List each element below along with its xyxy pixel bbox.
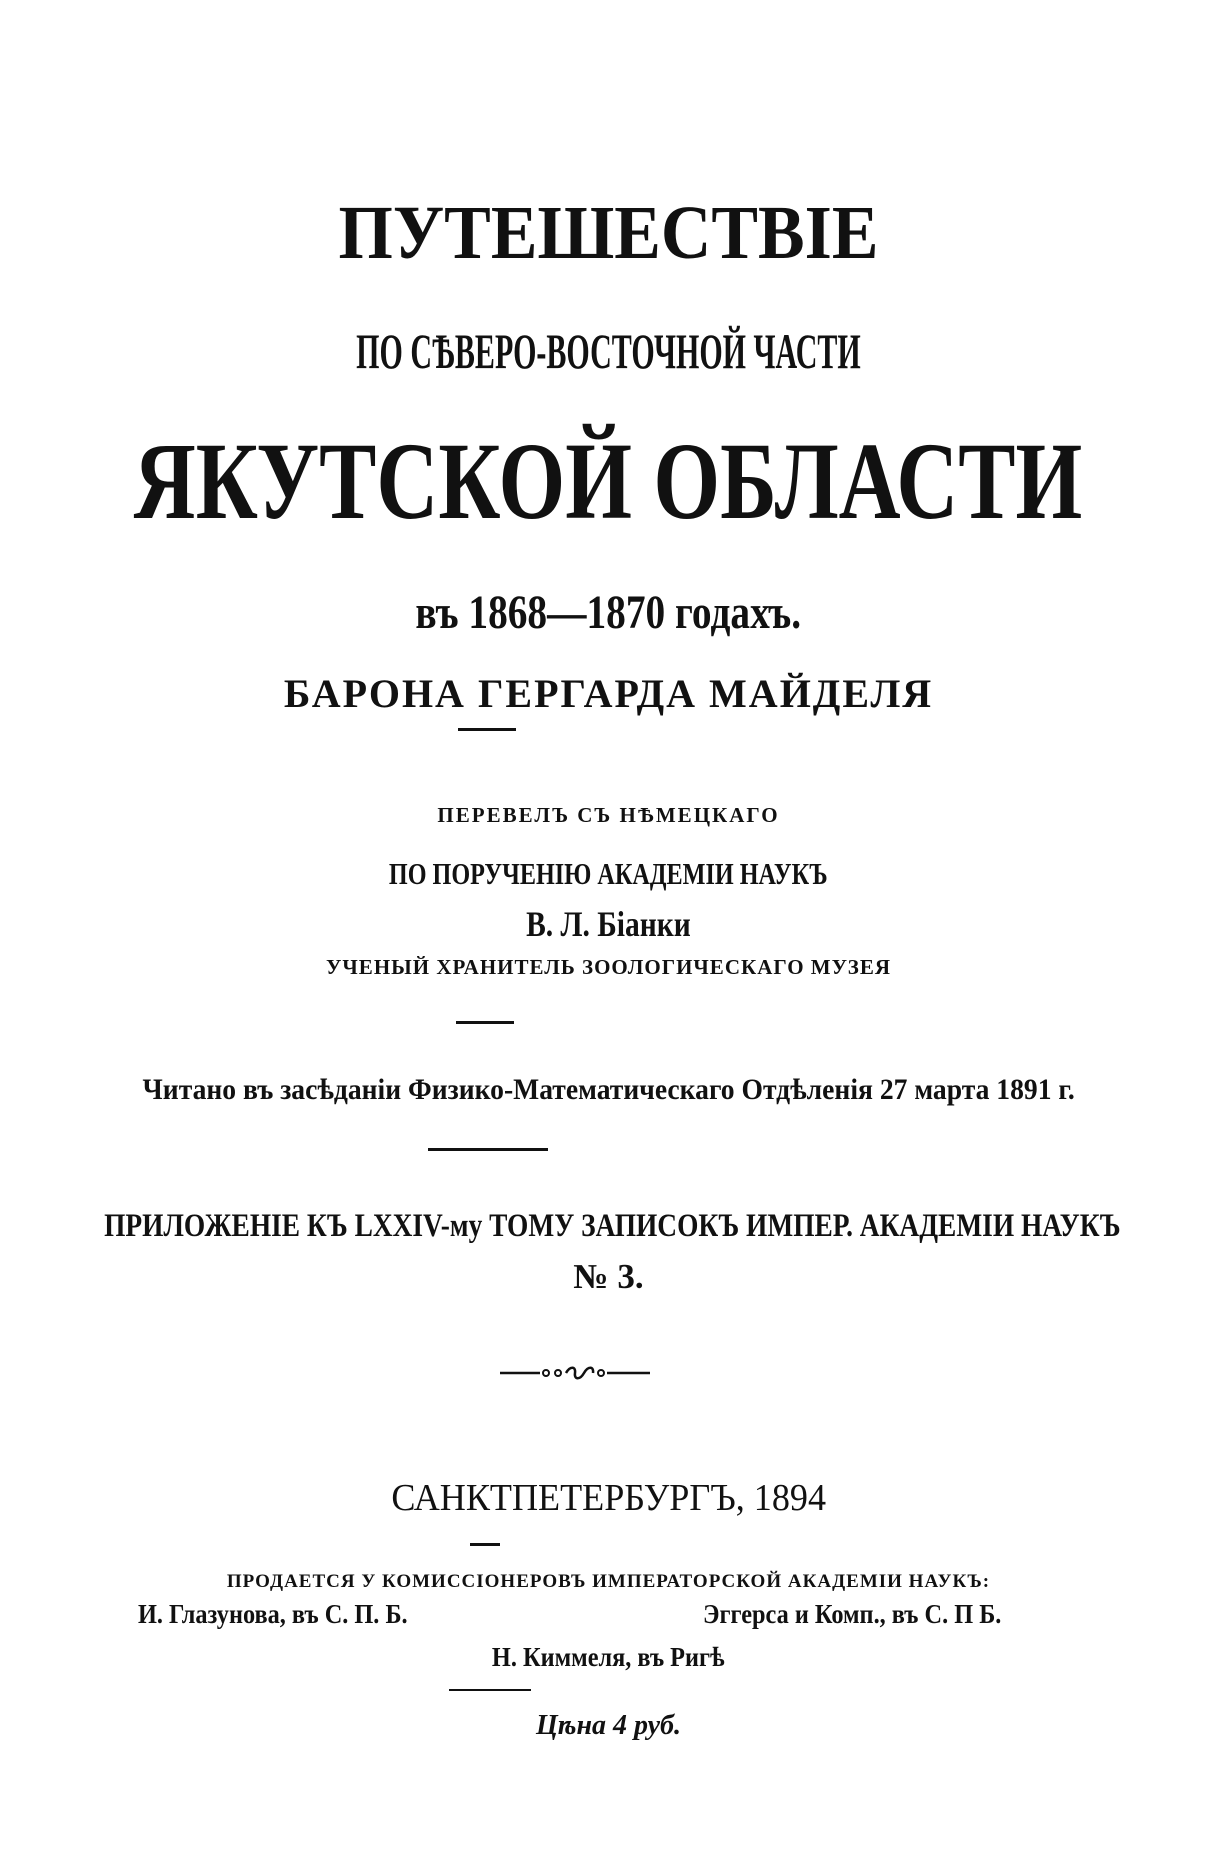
reading-note — [0, 1073, 1217, 1107]
translator-position: УЧЕНЫЙ ХРАНИТЕЛЬ ЗООЛОГИЧЕСКАГО МУЗЕЯ — [325, 955, 892, 979]
book-title-years-text: въ 1868—1870 годахъ. — [415, 586, 802, 639]
ornament-dot — [555, 1370, 561, 1376]
translation-line2 — [0, 856, 1217, 892]
divider-rule — [428, 1148, 548, 1151]
seller-right — [703, 1599, 1035, 1630]
supplement-text: ПРИЛОЖЕНІЕ КЪ LXXIV-му ТОМУ ЗАПИСОКЪ ИМПЕР. АКАДЕМІИ НАУКЪ — [104, 1208, 1121, 1244]
book-title-word: ПУТЕШЕСТВІЕ — [338, 191, 879, 275]
ornament-divider — [500, 1364, 650, 1382]
book-title-line2 — [0, 322, 1217, 380]
seller-right-text: Эггерса и Комп., въ С. П Б. — [703, 1599, 1002, 1629]
ornament-dot — [543, 1370, 549, 1376]
book-title-line1 — [0, 190, 1217, 277]
divider-rule — [470, 1543, 500, 1546]
translator-name — [0, 903, 1217, 945]
seller-left-text: И. Глазунова, въ С. П. Б. — [138, 1599, 408, 1629]
divider-rule — [456, 1021, 514, 1024]
supplement-line — [0, 1208, 1217, 1245]
imprint-place-year-text: САНКТПЕТЕРБУРГЪ, 1894 — [391, 1477, 826, 1519]
translator-name-text: В. Л. Біанки — [526, 904, 691, 944]
translation-line2-text: ПО ПОРУЧЕНІЮ АКАДЕМІИ НАУКЪ — [389, 856, 828, 891]
imprint-place-year — [0, 1476, 1217, 1520]
book-title-years — [0, 585, 1217, 640]
ornament-dot — [598, 1370, 604, 1376]
author-line: БАРОНА ГЕРГАРДА МАЙДЕЛЯ — [283, 671, 934, 716]
seller-center — [0, 1642, 1217, 1673]
translation-line1: ПЕРЕВЕЛЪ СЪ НѢМЕЦКАГО — [437, 803, 780, 827]
seller-center-text: Н. Киммеля, въ Ригѣ — [492, 1642, 725, 1672]
sold-by-line: ПРОДАЕТСЯ У КОМИССІОНЕРОВЪ ИМПЕРАТОРСКОЙ АКАДЕМІИ НАУКЪ: — [226, 1571, 991, 1592]
divider-rule — [449, 1689, 531, 1691]
seller-left — [138, 1599, 438, 1630]
price-line: Цѣна 4 руб. — [535, 1710, 682, 1741]
divider-rule — [458, 728, 516, 731]
supplement-number: № 3. — [573, 1257, 644, 1296]
book-title-line3 — [0, 418, 1217, 545]
reading-note-text: Читано въ засѣданіи Физико-Математическаго Отдѣленія 27 марта 1891 г. — [142, 1073, 1075, 1106]
book-title-subline: ПО СѢВЕРО-ВОСТОЧНОЙ ЧАСТИ — [356, 323, 861, 379]
book-title-region: ЯКУТСКОЙ ОБЛАСТИ — [134, 420, 1083, 542]
ornament-scroll — [566, 1368, 593, 1379]
